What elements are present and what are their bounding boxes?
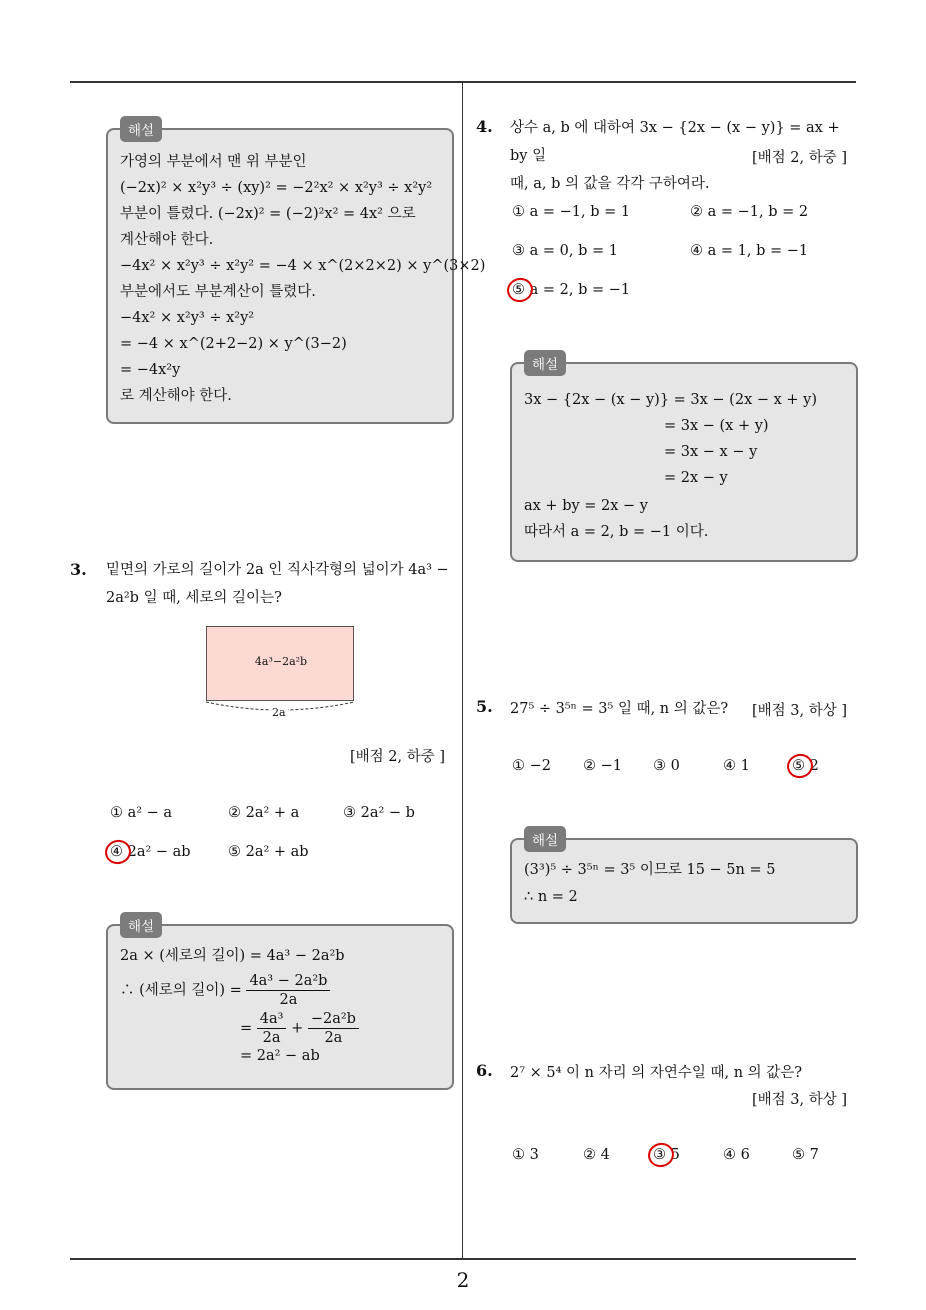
option-q6-2[interactable]: ② 4 — [583, 1147, 610, 1163]
solution-line: = −4 × x^(2+2−2) × y^(3−2) — [120, 336, 347, 352]
question-text-line: 2a²b 일 때, 세로의 길이는? — [106, 590, 282, 606]
equals-sign: = — [240, 1020, 253, 1037]
option-q3-5[interactable]: ⑤ 2a² + ab — [228, 844, 309, 860]
fraction — [308, 1010, 359, 1047]
solution-line: = 2a² − ab — [240, 1048, 320, 1064]
solution-line: 계산해야 한다. — [120, 232, 214, 248]
solution-line: = 3x − x − y — [664, 444, 758, 460]
question-text-5: 27⁵ ÷ 3⁵ⁿ = 3⁵ 일 때, n 의 값은? — [510, 701, 729, 717]
fraction — [257, 1010, 287, 1047]
question-text-line: 밑면의 가로의 길이가 2a 인 직사각형의 넓이가 4a³ − — [106, 562, 449, 578]
question-text-6: 2⁷ × 5⁴ 이 n 자리 의 자연수일 때, n 의 값은? — [510, 1065, 803, 1081]
solution-line: 부분에서도 부분계산이 틀렸다. — [120, 284, 316, 300]
option-q6-1[interactable]: ① 3 — [512, 1147, 539, 1163]
fraction-numerator: 4a³ — [257, 1010, 287, 1029]
option-q5-1[interactable]: ① −2 — [512, 758, 551, 774]
solution-tag: 해설 — [120, 912, 162, 938]
figure-base-label: 2a — [272, 706, 286, 719]
option-q5-5[interactable]: ⑤ 2 — [792, 758, 819, 774]
solution-line: = 2x − y — [664, 470, 728, 486]
solution-line: −4x² × x²y³ ÷ x²y² — [120, 310, 255, 326]
solution-line: (−2x)² × x²y³ ÷ (xy)² = −2²x² × x²y³ ÷ x²y² — [120, 180, 433, 196]
option-q6-4[interactable]: ④ 6 — [723, 1147, 750, 1163]
solution-box-q4 — [510, 357, 858, 562]
score-q5: [배점 3, 하상 ] — [752, 703, 848, 719]
fraction-denominator: 2a — [279, 992, 298, 1008]
option-q4-2[interactable]: ② a = −1, b = 2 — [690, 204, 809, 220]
solution-line: ∴ n = 2 — [524, 889, 578, 905]
fraction-denominator: 2a — [324, 1030, 343, 1046]
fraction-denominator: 2a — [262, 1030, 281, 1046]
question-number-3: 3. — [70, 560, 87, 579]
solution-tag: 해설 — [120, 116, 162, 142]
solution-line: 가영의 부분에서 맨 위 부분인 — [120, 154, 307, 170]
option-q4-1[interactable]: ① a = −1, b = 1 — [512, 204, 631, 220]
solution-prefix: ∴ (세로의 길이) = — [120, 982, 242, 999]
solution-line: 로 계산해야 한다. — [120, 388, 232, 404]
score-q6: [배점 3, 하상 ] — [752, 1092, 848, 1108]
option-q5-4[interactable]: ④ 1 — [723, 758, 750, 774]
solution-line: −4x² × x²y³ ÷ x²y² = −4 × x^(2×2×2) × y^(3×2) — [120, 258, 486, 274]
top-rule — [70, 81, 856, 83]
solution-line: (3³)⁵ ÷ 3⁵ⁿ = 3⁵ 이므로 15 − 5n = 5 — [524, 862, 776, 878]
solution-line: ax + by = 2x − y — [524, 498, 648, 514]
plus-sign: + — [291, 1020, 304, 1037]
option-q4-4[interactable]: ④ a = 1, b = −1 — [690, 243, 809, 259]
answer-mark-q5 — [784, 751, 815, 781]
option-q3-2[interactable]: ② 2a² + a — [228, 805, 300, 821]
solution-fraction-line — [240, 1010, 359, 1047]
option-q6-3[interactable]: ③ 5 — [653, 1147, 680, 1163]
option-q6-5[interactable]: ⑤ 7 — [792, 1147, 819, 1163]
fraction — [246, 972, 330, 1009]
solution-tag: 해설 — [524, 350, 566, 376]
score-q3: [배점 2, 하중 ] — [350, 749, 446, 765]
option-q5-2[interactable]: ② −1 — [583, 758, 622, 774]
solution-box-q2 — [106, 123, 486, 424]
option-q5-3[interactable]: ③ 0 — [653, 758, 680, 774]
question-text-line: 상수 a, b 에 대하여 3x − {2x − (x − y)} = ax + by 일 — [510, 120, 840, 164]
question-number-5: 5. — [476, 697, 493, 716]
option-q3-3[interactable]: ③ 2a² − b — [343, 805, 415, 821]
solution-box-q5 — [510, 833, 858, 924]
option-q4-5[interactable]: ⑤ a = 2, b = −1 — [512, 282, 631, 298]
rectangle-figure — [206, 626, 354, 701]
fraction-numerator: −2a²b — [308, 1010, 359, 1029]
answer-mark-q4 — [504, 275, 535, 305]
question-text-3 — [106, 556, 456, 612]
solution-line: 따라서 a = 2, b = −1 이다. — [524, 524, 709, 540]
question-number-4: 4. — [476, 117, 493, 136]
bottom-rule — [70, 1258, 856, 1260]
solution-line: 2a × (세로의 길이) = 4a³ − 2a²b — [120, 948, 345, 964]
question-number-6: 6. — [476, 1061, 493, 1080]
solution-tag: 해설 — [524, 826, 566, 852]
solution-line: = 3x − (x + y) — [664, 418, 769, 434]
solution-line: = −4x²y — [120, 362, 181, 378]
fraction-numerator: 4a³ − 2a²b — [246, 972, 330, 991]
option-q3-1[interactable]: ① a² − a — [110, 805, 173, 821]
option-q3-4[interactable]: ④ 2a² − ab — [110, 844, 191, 860]
answer-mark-q3 — [102, 837, 133, 867]
solution-line: 부분이 틀렸다. (−2x)² = (−2)²x² = 4x² 으로 — [120, 206, 416, 222]
solution-fraction-line — [120, 972, 330, 1009]
page-number: 2 — [456, 1268, 470, 1292]
option-q4-3[interactable]: ③ a = 0, b = 1 — [512, 243, 618, 259]
question-text-line: 때, a, b 의 값을 각각 구하여라. — [510, 176, 710, 192]
answer-mark-q6 — [645, 1140, 676, 1170]
solution-box-q3 — [106, 919, 454, 1090]
solution-line: 3x − {2x − (x − y)} = 3x − (2x − x + y) — [524, 392, 818, 408]
figure-area-label: 4a³−2a²b — [254, 655, 308, 668]
score-q4: [배점 2, 하중 ] — [752, 150, 848, 166]
